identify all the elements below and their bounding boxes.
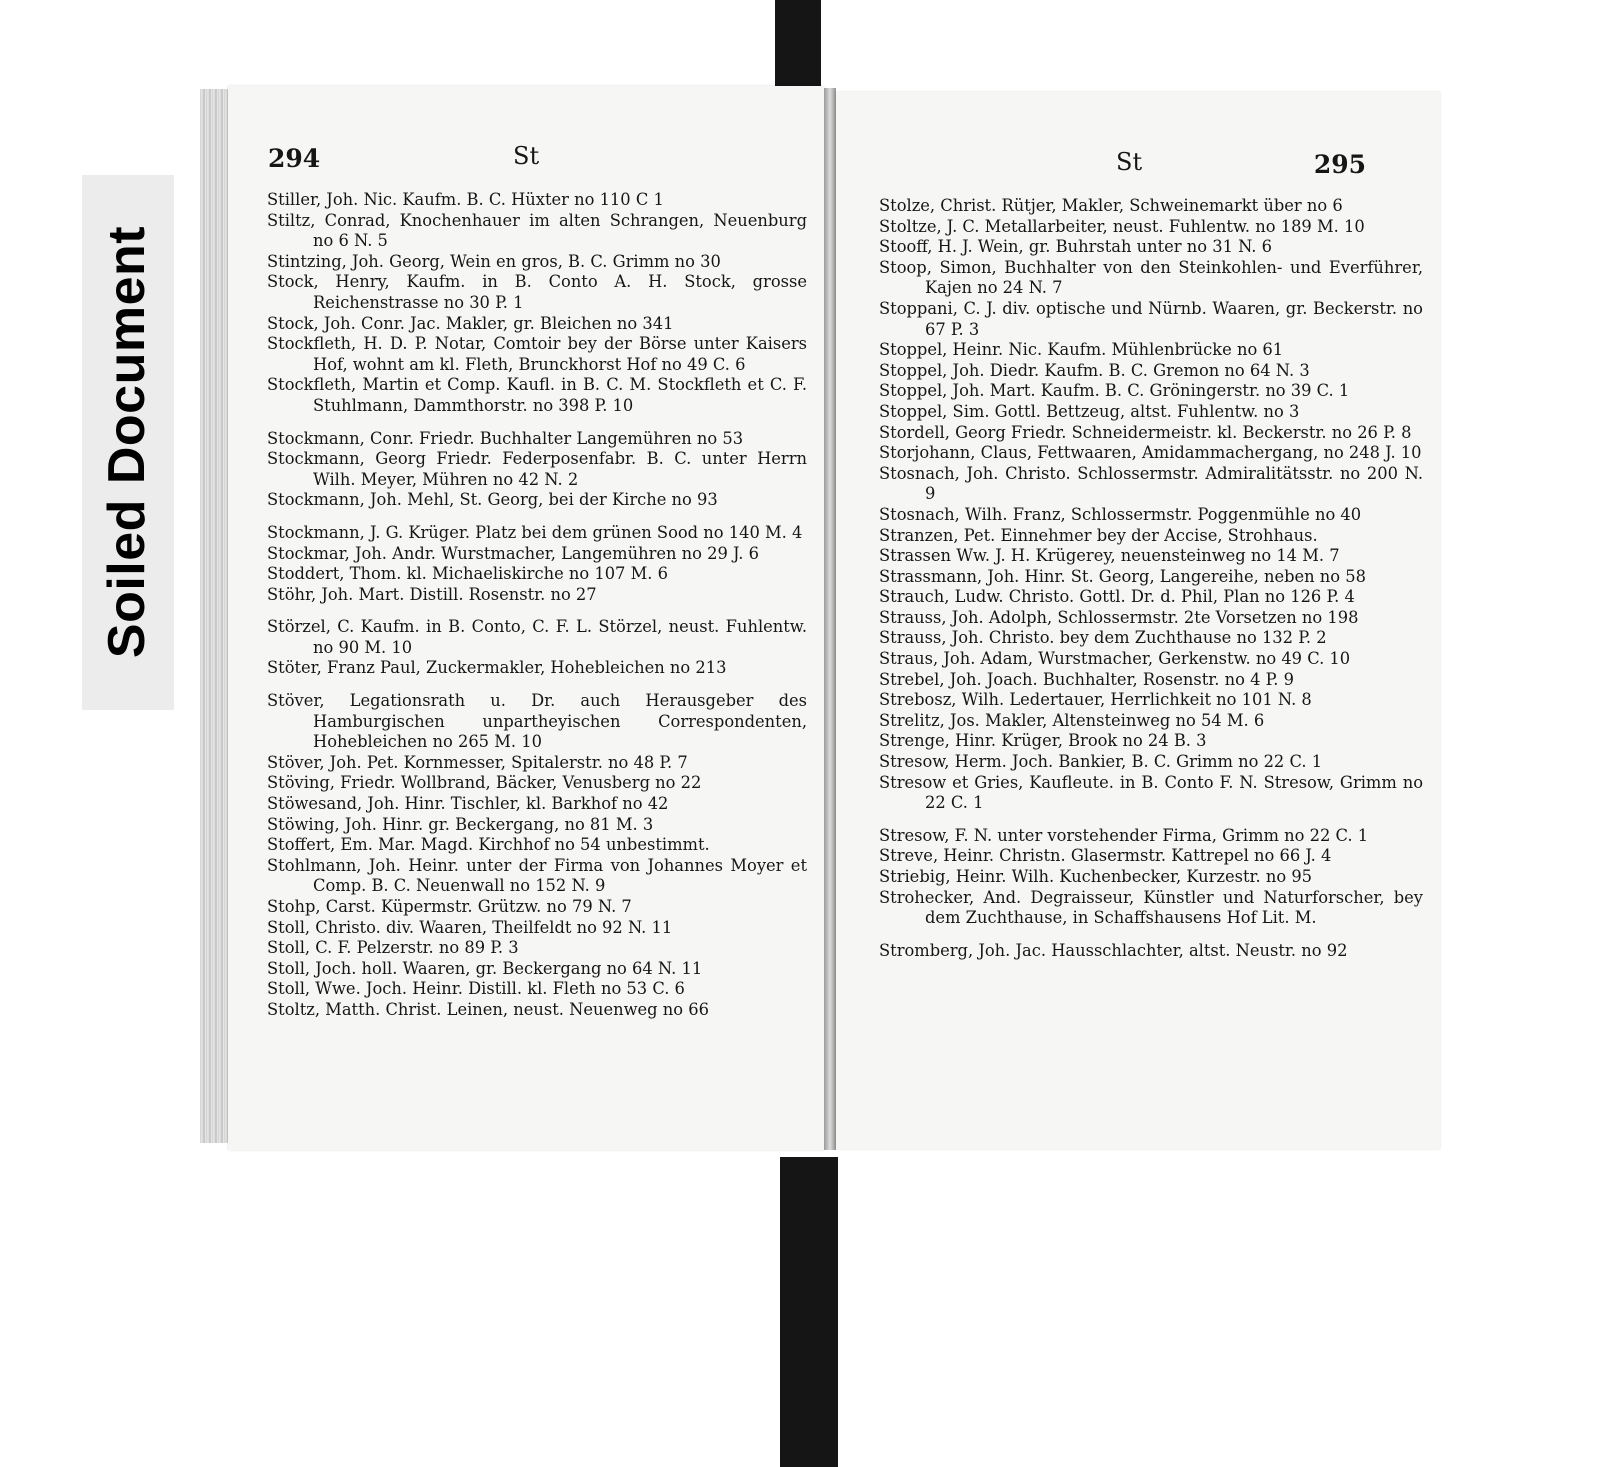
- directory-entry: Störzel, C. Kaufm. in B. Conto, C. F. L. Störzel, neust. Fuhlentw. no 90 M. 10: [267, 617, 807, 657]
- page-number: 294: [268, 144, 321, 173]
- directory-entry: Stockmann, Joh. Mehl, St. Georg, bei der Kirche no 93: [267, 490, 718, 510]
- directory-entry: Stintzing, Joh. Georg, Wein en gros, B. C. Grimm no 30: [267, 251, 721, 271]
- directory-entry: Stoffert, Em. Mar. Magd. Kirchhof no 54 unbestimmt.: [267, 835, 710, 855]
- directory-entry: Stoppani, C. J. div. optische und Nürnb. Waaren, gr. Beckerstr. no 67 P. 3: [879, 298, 1423, 339]
- directory-entry: Stöwing, Joh. Hinr. gr. Beckergang, no 81 M. 3: [267, 814, 654, 834]
- directory-entry: Stoppel, Joh. Diedr. Kaufm. B. C. Gremon no 64 N. 3: [879, 360, 1310, 380]
- directory-entry: Stolze, Christ. Rütjer, Makler, Schweinemarkt über no 6: [879, 196, 1343, 215]
- directory-entry: Strassen Ww. J. H. Krügerey, neuensteinweg no 14 M. 7: [879, 546, 1340, 566]
- right-page: [836, 92, 1440, 1149]
- directory-entry: Stresow, F. N. unter vorstehender Firma, Grimm no 22 C. 1: [879, 825, 1369, 845]
- directory-entry: Stiltz, Conrad, Knochenhauer im alten Schrangen, Neuenburg no 6 N. 5: [267, 210, 807, 251]
- directory-entry: Stoll, C. F. Pelzerstr. no 89 P. 3: [267, 938, 519, 958]
- directory-entry: Stoppel, Joh. Mart. Kaufm. B. C. Gröningerstr. no 39 C. 1: [879, 381, 1350, 401]
- running-header: St: [1116, 148, 1143, 176]
- book-gutter: [824, 88, 836, 1150]
- directory-entry: Stoltze, J. C. Metallarbeiter, neust. Fuhlentw. no 189 M. 10: [879, 216, 1365, 236]
- directory-entry: Stockmann, J. G. Krüger. Platz bei dem grünen Sood no 140 M. 4: [267, 522, 803, 542]
- directory-entry: Stockmann, Georg Friedr. Federposenfabr. B. C. unter Herrn Wilh. Meyer, Mühren no 42 N. 2: [267, 449, 807, 489]
- directory-entry: Strohecker, And. Degraisseur, Künstler und Naturforscher, bey dem Zuchthause, in Schaffshausens Hof Lit. M.: [879, 887, 1423, 928]
- directory-entry: Stöver, Legationsrath u. Dr. auch Herausgeber des Hamburgischen unpartheyischen Correspondenten, Hohebleichen no 265 M. 10: [267, 691, 807, 752]
- directory-entry: Stöwesand, Joh. Hinr. Tischler, kl. Barkhof no 42: [267, 794, 669, 814]
- directory-entry: Stöving, Friedr. Wollbrand, Bäcker, Venusberg no 22: [267, 773, 702, 793]
- running-header: St: [513, 142, 540, 170]
- directory-entry: Stock, Joh. Conr. Jac. Makler, gr. Bleichen no 341: [267, 313, 674, 333]
- directory-entry: Stohlmann, Joh. Heinr. unter der Firma von Johannes Moyer et Comp. B. C. Neuenwall no 152 N. 9: [267, 855, 807, 896]
- page-number: 295: [1313, 150, 1366, 179]
- page-edges: [200, 89, 230, 1143]
- directory-entry: Strelitz, Jos. Makler, Altensteinweg no 54 M. 6: [879, 710, 1265, 730]
- directory-entry: Strebel, Joh. Joach. Buchhalter, Rosenstr. no 4 P. 9: [879, 669, 1295, 689]
- directory-entry: Stosnach, Joh. Christo. Schlossermstr. Admiralitätsstr. no 200 N. 9: [879, 463, 1423, 504]
- directory-entry: Stosnach, Wilh. Franz, Schlossermstr. Poggenmühle no 40: [879, 504, 1362, 524]
- directory-entry: Stöter, Franz Paul, Zuckermakler, Hohebleichen no 213: [267, 658, 727, 678]
- directory-list: [879, 196, 1423, 961]
- directory-entry: Stohp, Carst. Küpermstr. Grützw. no 79 N. 7: [267, 897, 632, 916]
- directory-entry: Stöver, Joh. Pet. Kornmesser, Spitalerstr. no 48 P. 7: [267, 752, 688, 772]
- directory-list: [267, 190, 807, 1021]
- directory-entry: Stockmar, Joh. Andr. Wurstmacher, Langemühren no 29 J. 6: [267, 543, 759, 563]
- left-page: [228, 86, 824, 1150]
- directory-entry: Stoddert, Thom. kl. Michaeliskirche no 107 M. 6: [267, 564, 668, 584]
- directory-entry: Streve, Heinr. Christn. Glasermstr. Kattrepel no 66 J. 4: [879, 846, 1332, 866]
- directory-entry: Storjohann, Claus, Fettwaaren, Amidammachergang, no 248 J. 10: [879, 443, 1422, 463]
- binding-tape-bottom: [780, 1157, 838, 1467]
- directory-entry: Stiller, Joh. Nic. Kaufm. B. C. Hüxter no 110 C 1: [267, 190, 664, 209]
- directory-entry: Stresow, Herm. Joch. Bankier, B. C. Grimm no 22 C. 1: [879, 752, 1323, 772]
- directory-entry: Straus, Joh. Adam, Wurstmacher, Gerkenstw. no 49 C. 10: [879, 649, 1351, 669]
- directory-entry: Stresow et Gries, Kaufleute. in B. Conto F. N. Stresow, Grimm no 22 C. 1: [879, 772, 1423, 813]
- directory-entry: Strauch, Ludw. Christo. Gottl. Dr. d. Phil, Plan no 126 P. 4: [879, 587, 1355, 607]
- directory-entry: Stooff, H. J. Wein, gr. Buhrstah unter no 31 N. 6: [879, 237, 1273, 257]
- directory-entry: Stoltz, Matth. Christ. Leinen, neust. Neuenweg no 66: [267, 999, 709, 1019]
- directory-entry: Striebig, Heinr. Wilh. Kuchenbecker, Kurzestr. no 95: [879, 867, 1313, 886]
- directory-entry: Stoppel, Sim. Gottl. Bettzeug, altst. Fuhlentw. no 3: [879, 401, 1300, 421]
- directory-entry: Stockfleth, H. D. P. Notar, Comtoir bey der Börse unter Kaisers Hof, wohnt am kl. Fleth, Brunckhorst Hof no 49 C. 6: [267, 334, 807, 374]
- directory-entry: Stöhr, Joh. Mart. Distill. Rosenstr. no 27: [267, 584, 597, 604]
- directory-entry: Strenge, Hinr. Krüger, Brook no 24 B. 3: [879, 731, 1207, 751]
- directory-entry: Stoop, Simon, Buchhalter von den Steinkohlen- und Everführer, Kajen no 24 N. 7: [879, 257, 1423, 298]
- directory-entry: Stoll, Christo. div. Waaren, Theilfeldt no 92 N. 11: [267, 917, 673, 937]
- directory-entry: Stranzen, Pet. Einnehmer bey der Accise, Strohhaus.: [879, 525, 1318, 545]
- soiled-document-label: Soiled Document: [98, 225, 156, 659]
- directory-entry: Strauss, Joh. Adolph, Schlossermstr. 2te Vorsetzen no 198: [879, 607, 1359, 627]
- directory-entry: Stock, Henry, Kaufm. in B. Conto A. H. Stock, grosse Reichenstrasse no 30 P. 1: [267, 272, 807, 312]
- directory-entry: Strebosz, Wilh. Ledertauer, Herrlichkeit no 101 N. 8: [879, 690, 1312, 710]
- directory-entry: Stoll, Joch. holl. Waaren, gr. Beckergang no 64 N. 11: [267, 958, 703, 978]
- directory-entry: Stromberg, Joh. Jac. Hausschlachter, altst. Neustr. no 92: [879, 940, 1348, 960]
- directory-entry: Stoll, Wwe. Joch. Heinr. Distill. kl. Fleth no 53 C. 6: [267, 979, 685, 999]
- directory-entry: Stoppel, Heinr. Nic. Kaufm. Mühlenbrücke no 61: [879, 340, 1284, 360]
- directory-entry: Stockfleth, Martin et Comp. Kaufl. in B. C. M. Stockfleth et C. F. Stuhlmann, Dammthorstr. no 398 P. 10: [267, 375, 807, 415]
- directory-entry: Strassmann, Joh. Hinr. St. Georg, Langereihe, neben no 58: [879, 566, 1366, 586]
- directory-entry: Stockmann, Conr. Friedr. Buchhalter Langemühren no 53: [267, 428, 744, 448]
- directory-entry: Stordell, Georg Friedr. Schneidermeistr. kl. Beckerstr. no 26 P. 8: [879, 422, 1412, 442]
- directory-entry: Strauss, Joh. Christo. bey dem Zuchthause no 132 P. 2: [879, 628, 1327, 648]
